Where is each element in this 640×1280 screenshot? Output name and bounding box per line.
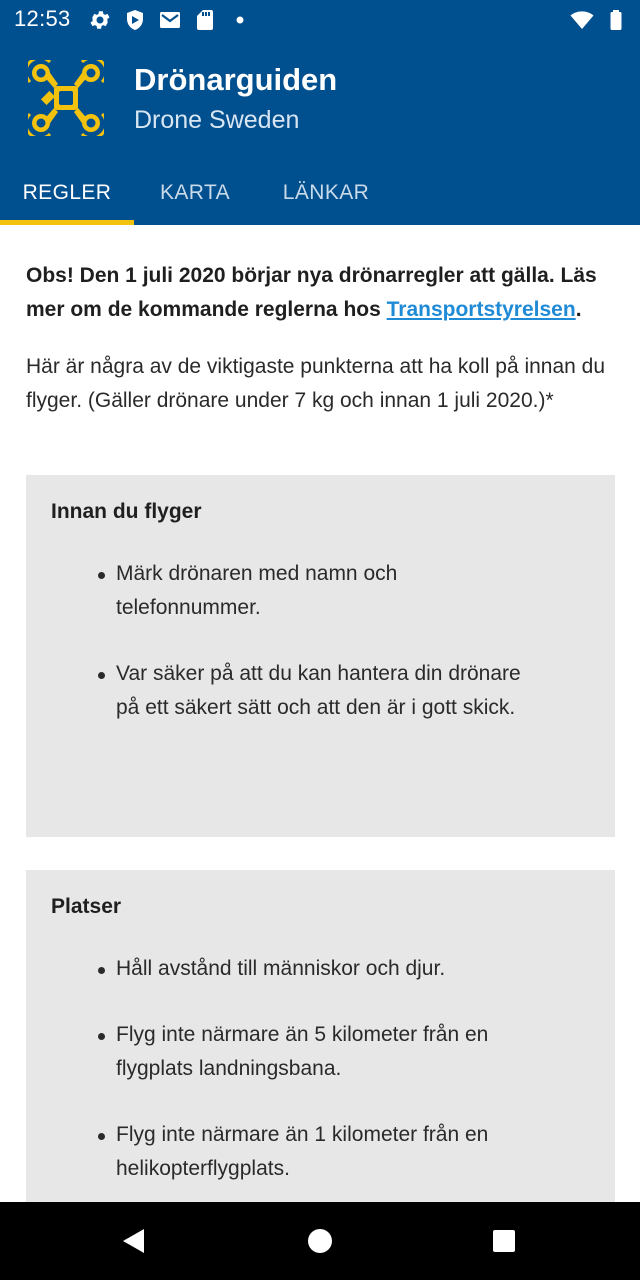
list-item: Flyg inte närmare än 1 kilometer från en helikopterflygplats.	[26, 1118, 615, 1186]
notice-paragraph	[26, 259, 618, 327]
section-title: Platser	[51, 895, 122, 918]
list-item: Håll avstånd till människor och djur.	[26, 952, 615, 986]
tab-regler[interactable]: REGLER	[22, 180, 112, 204]
drone-logo-icon	[28, 60, 104, 136]
app-title: Drönarguiden	[134, 62, 338, 97]
tab-lankar[interactable]: LÄNKAR	[282, 180, 370, 204]
back-icon	[120, 1227, 148, 1255]
home-icon	[306, 1227, 334, 1255]
status-icons-left	[88, 8, 252, 32]
transportstyrelsen-link[interactable]: Transportstyrelsen	[386, 298, 576, 321]
recents-icon	[490, 1227, 518, 1255]
list-item: Var säker på att du kan hantera din drönare på ett säkert sätt och att den är i gott skick.	[26, 657, 615, 725]
sd-card-icon	[193, 8, 217, 32]
gmail-icon	[158, 8, 182, 32]
status-icons-right	[570, 8, 628, 32]
section-list	[26, 952, 615, 1202]
list-item: Flyg inte närmare än 5 kilometer från en flygplats landningsbana.	[26, 1018, 615, 1086]
back-button[interactable]	[117, 1224, 151, 1258]
dot-icon	[228, 8, 252, 32]
wifi-icon	[570, 8, 594, 32]
section-title: Innan du flyger	[51, 500, 202, 523]
system-nav-bar	[0, 1202, 640, 1280]
home-button[interactable]	[303, 1224, 337, 1258]
section-card-platser	[26, 870, 615, 1202]
rules-content[interactable]	[0, 225, 640, 1202]
status-time: 12:53	[14, 6, 71, 31]
tab-bar	[0, 160, 640, 225]
list-item: Märk drönaren med namn och telefonnummer.	[26, 557, 615, 625]
notice-text: Obs! Den 1 juli 2020 börjar nya drönarregler att gälla. Läs mer om de kommande reglerna hos	[26, 264, 597, 321]
app-bar	[0, 40, 640, 225]
status-bar	[0, 0, 640, 40]
app-subtitle: Drone Sweden	[134, 106, 300, 134]
tab-karta[interactable]: KARTA	[159, 180, 231, 204]
recents-button[interactable]	[487, 1224, 521, 1258]
section-card-innan-du-flyger	[26, 475, 615, 837]
notice-end: .	[575, 298, 582, 321]
shield-icon	[123, 8, 147, 32]
intro-paragraph: Här är några av de viktigaste punkterna att ha koll på innan du flyger. (Gäller drönare under 7 kg och innan 1 juli 2020.)*	[26, 355, 606, 412]
battery-icon	[604, 8, 628, 32]
gear-icon	[88, 8, 112, 32]
section-list	[26, 557, 615, 757]
